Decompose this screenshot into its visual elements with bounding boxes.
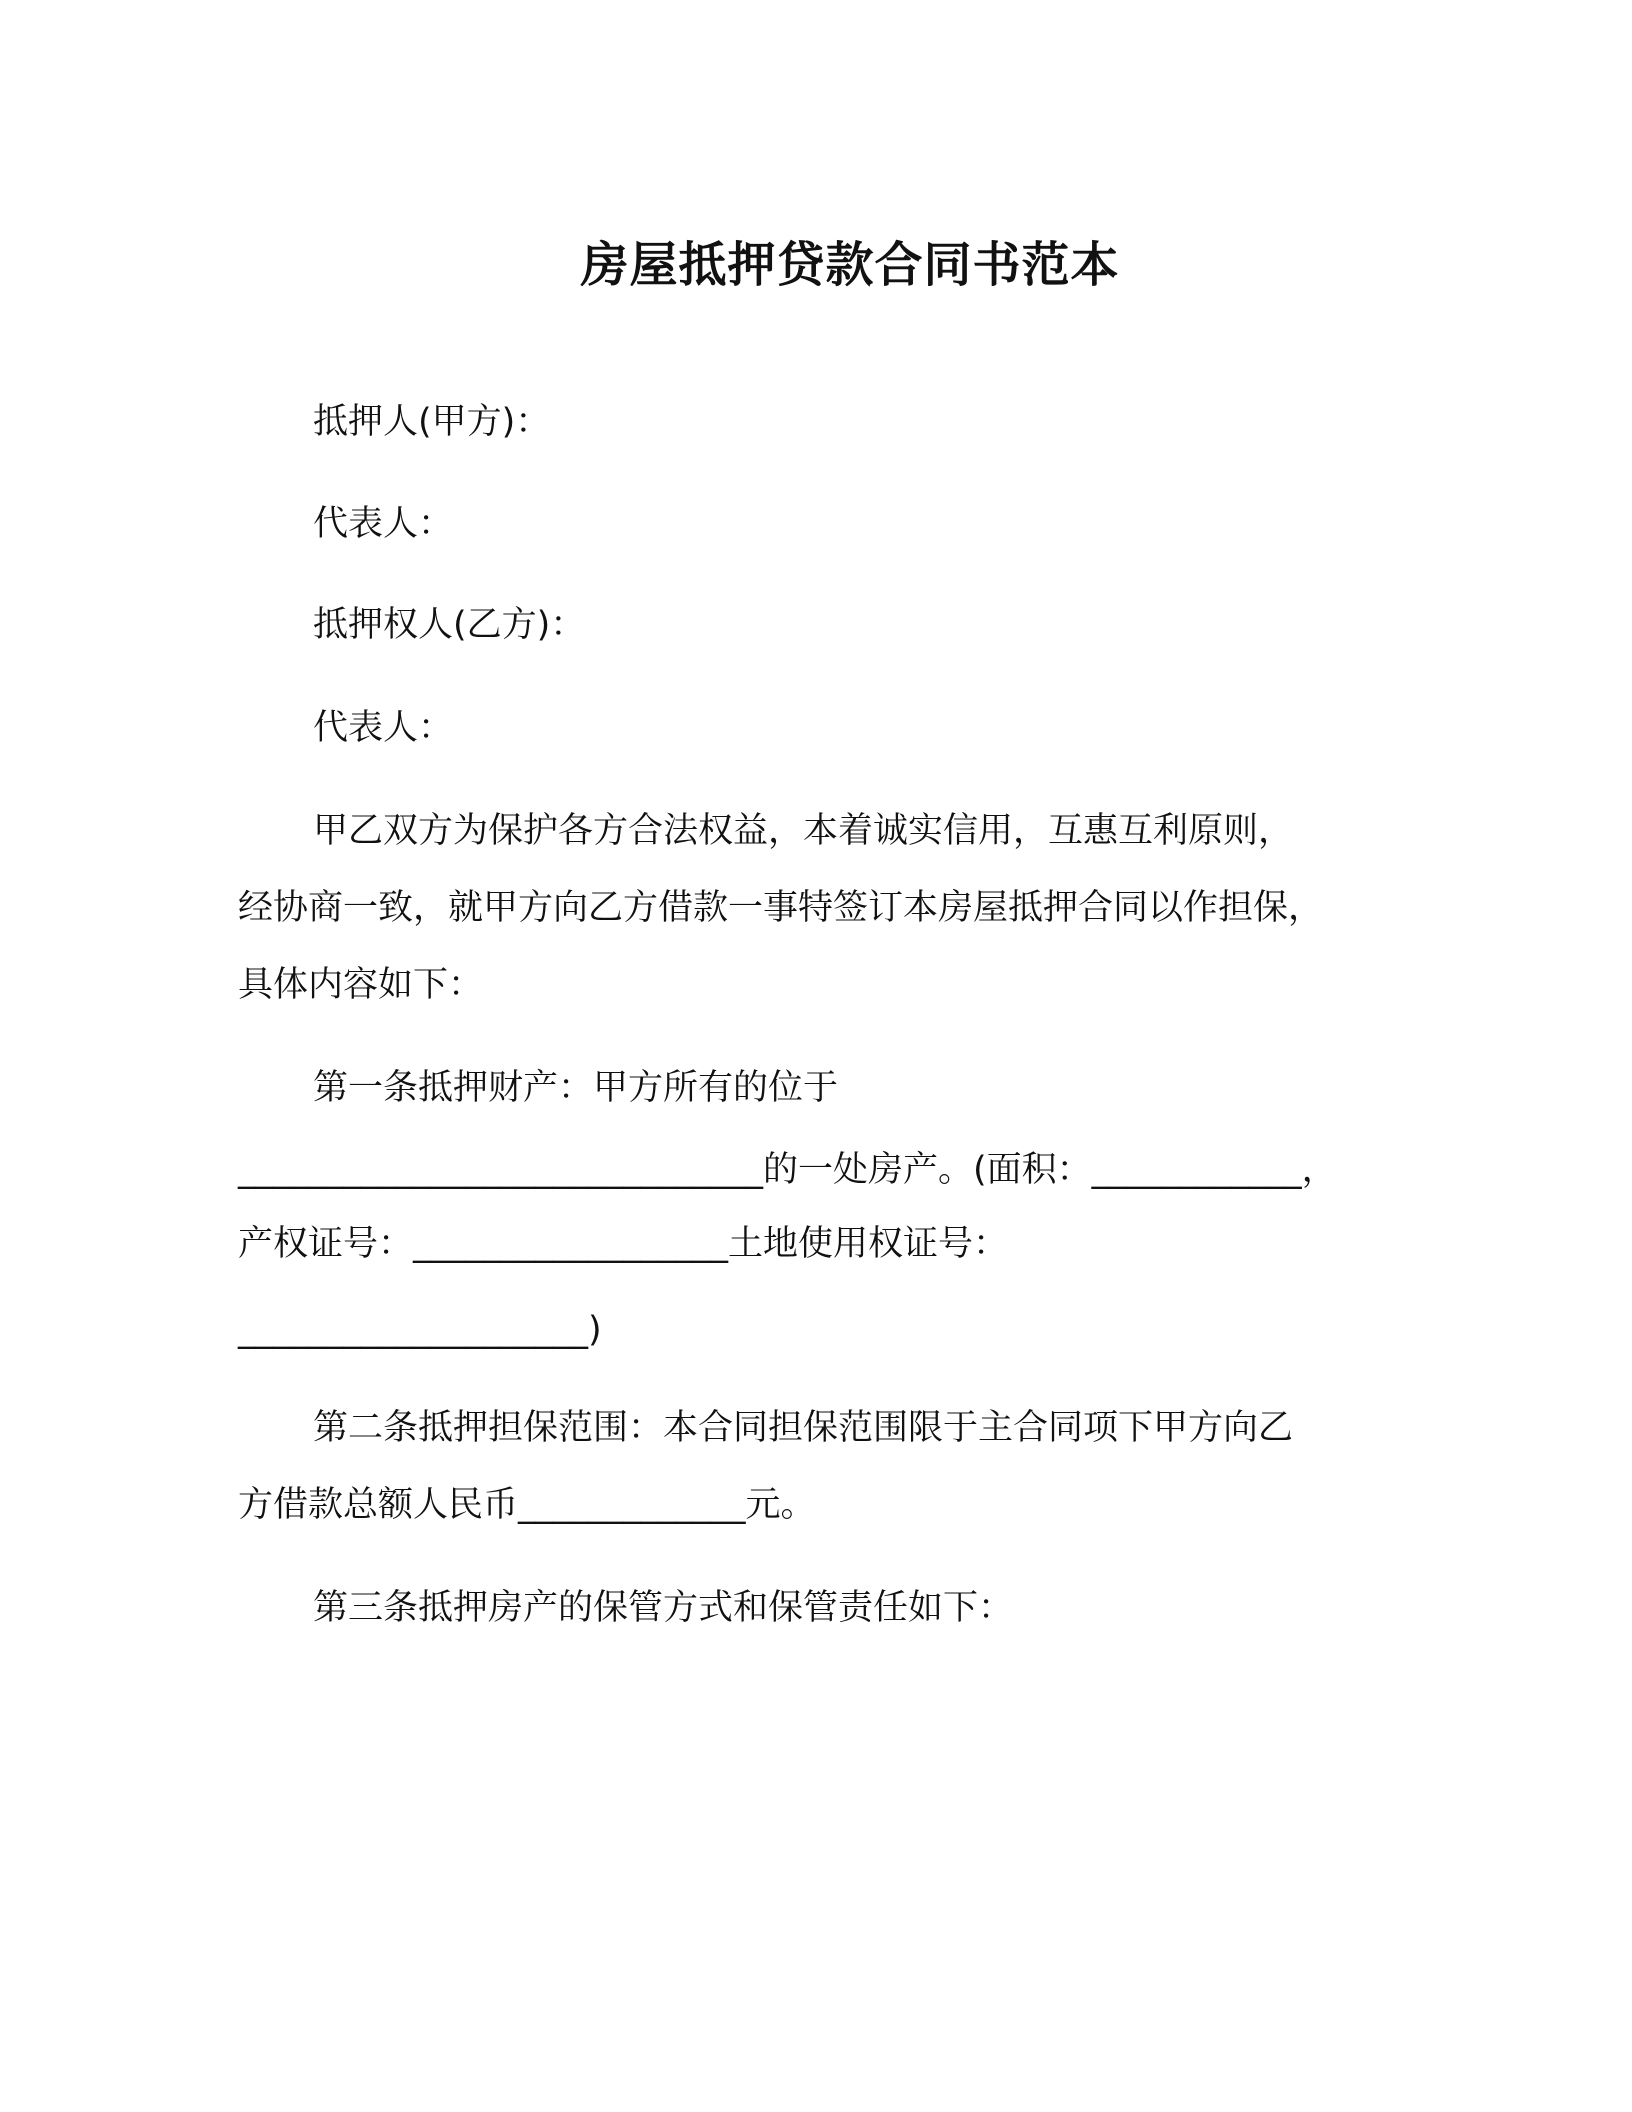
- preamble-line-1: 甲乙双方为保护各方合法权益，本着诚实信用，互惠互利原则，: [313, 811, 1294, 851]
- mortgagor-representative-line: 代表人：: [313, 504, 454, 544]
- article1-line-4: ____________________): [238, 1310, 602, 1350]
- article3-line-1: 第三条抵押房产的保管方式和保管责任如下：: [313, 1588, 1014, 1628]
- mortgagee-line: 抵押权人(乙方)：: [313, 605, 586, 645]
- mortgagor-line: 抵押人(甲方)：: [313, 402, 551, 442]
- document-title: 房屋抵押贷款合同书范本: [580, 237, 1120, 293]
- article1-line-3: 产权证号：__________________土地使用权证号：: [238, 1224, 1009, 1264]
- article2-line-2: 方借款总额人民币_____________元。: [238, 1485, 816, 1525]
- preamble-line-2: 经协商一致，就甲方向乙方借款一事特签订本房屋抵押合同以作担保，: [238, 888, 1324, 928]
- preamble-line-3: 具体内容如下：: [238, 965, 484, 1005]
- article2-line-1: 第二条抵押担保范围：本合同担保范围限于主合同项下甲方向乙: [313, 1408, 1294, 1448]
- mortgagee-representative-line: 代表人：: [313, 708, 454, 748]
- article1-line-2: ______________________________的一处房产。(面积：____________，: [238, 1150, 1337, 1190]
- article1-line-1: 第一条抵押财产：甲方所有的位于: [313, 1068, 839, 1108]
